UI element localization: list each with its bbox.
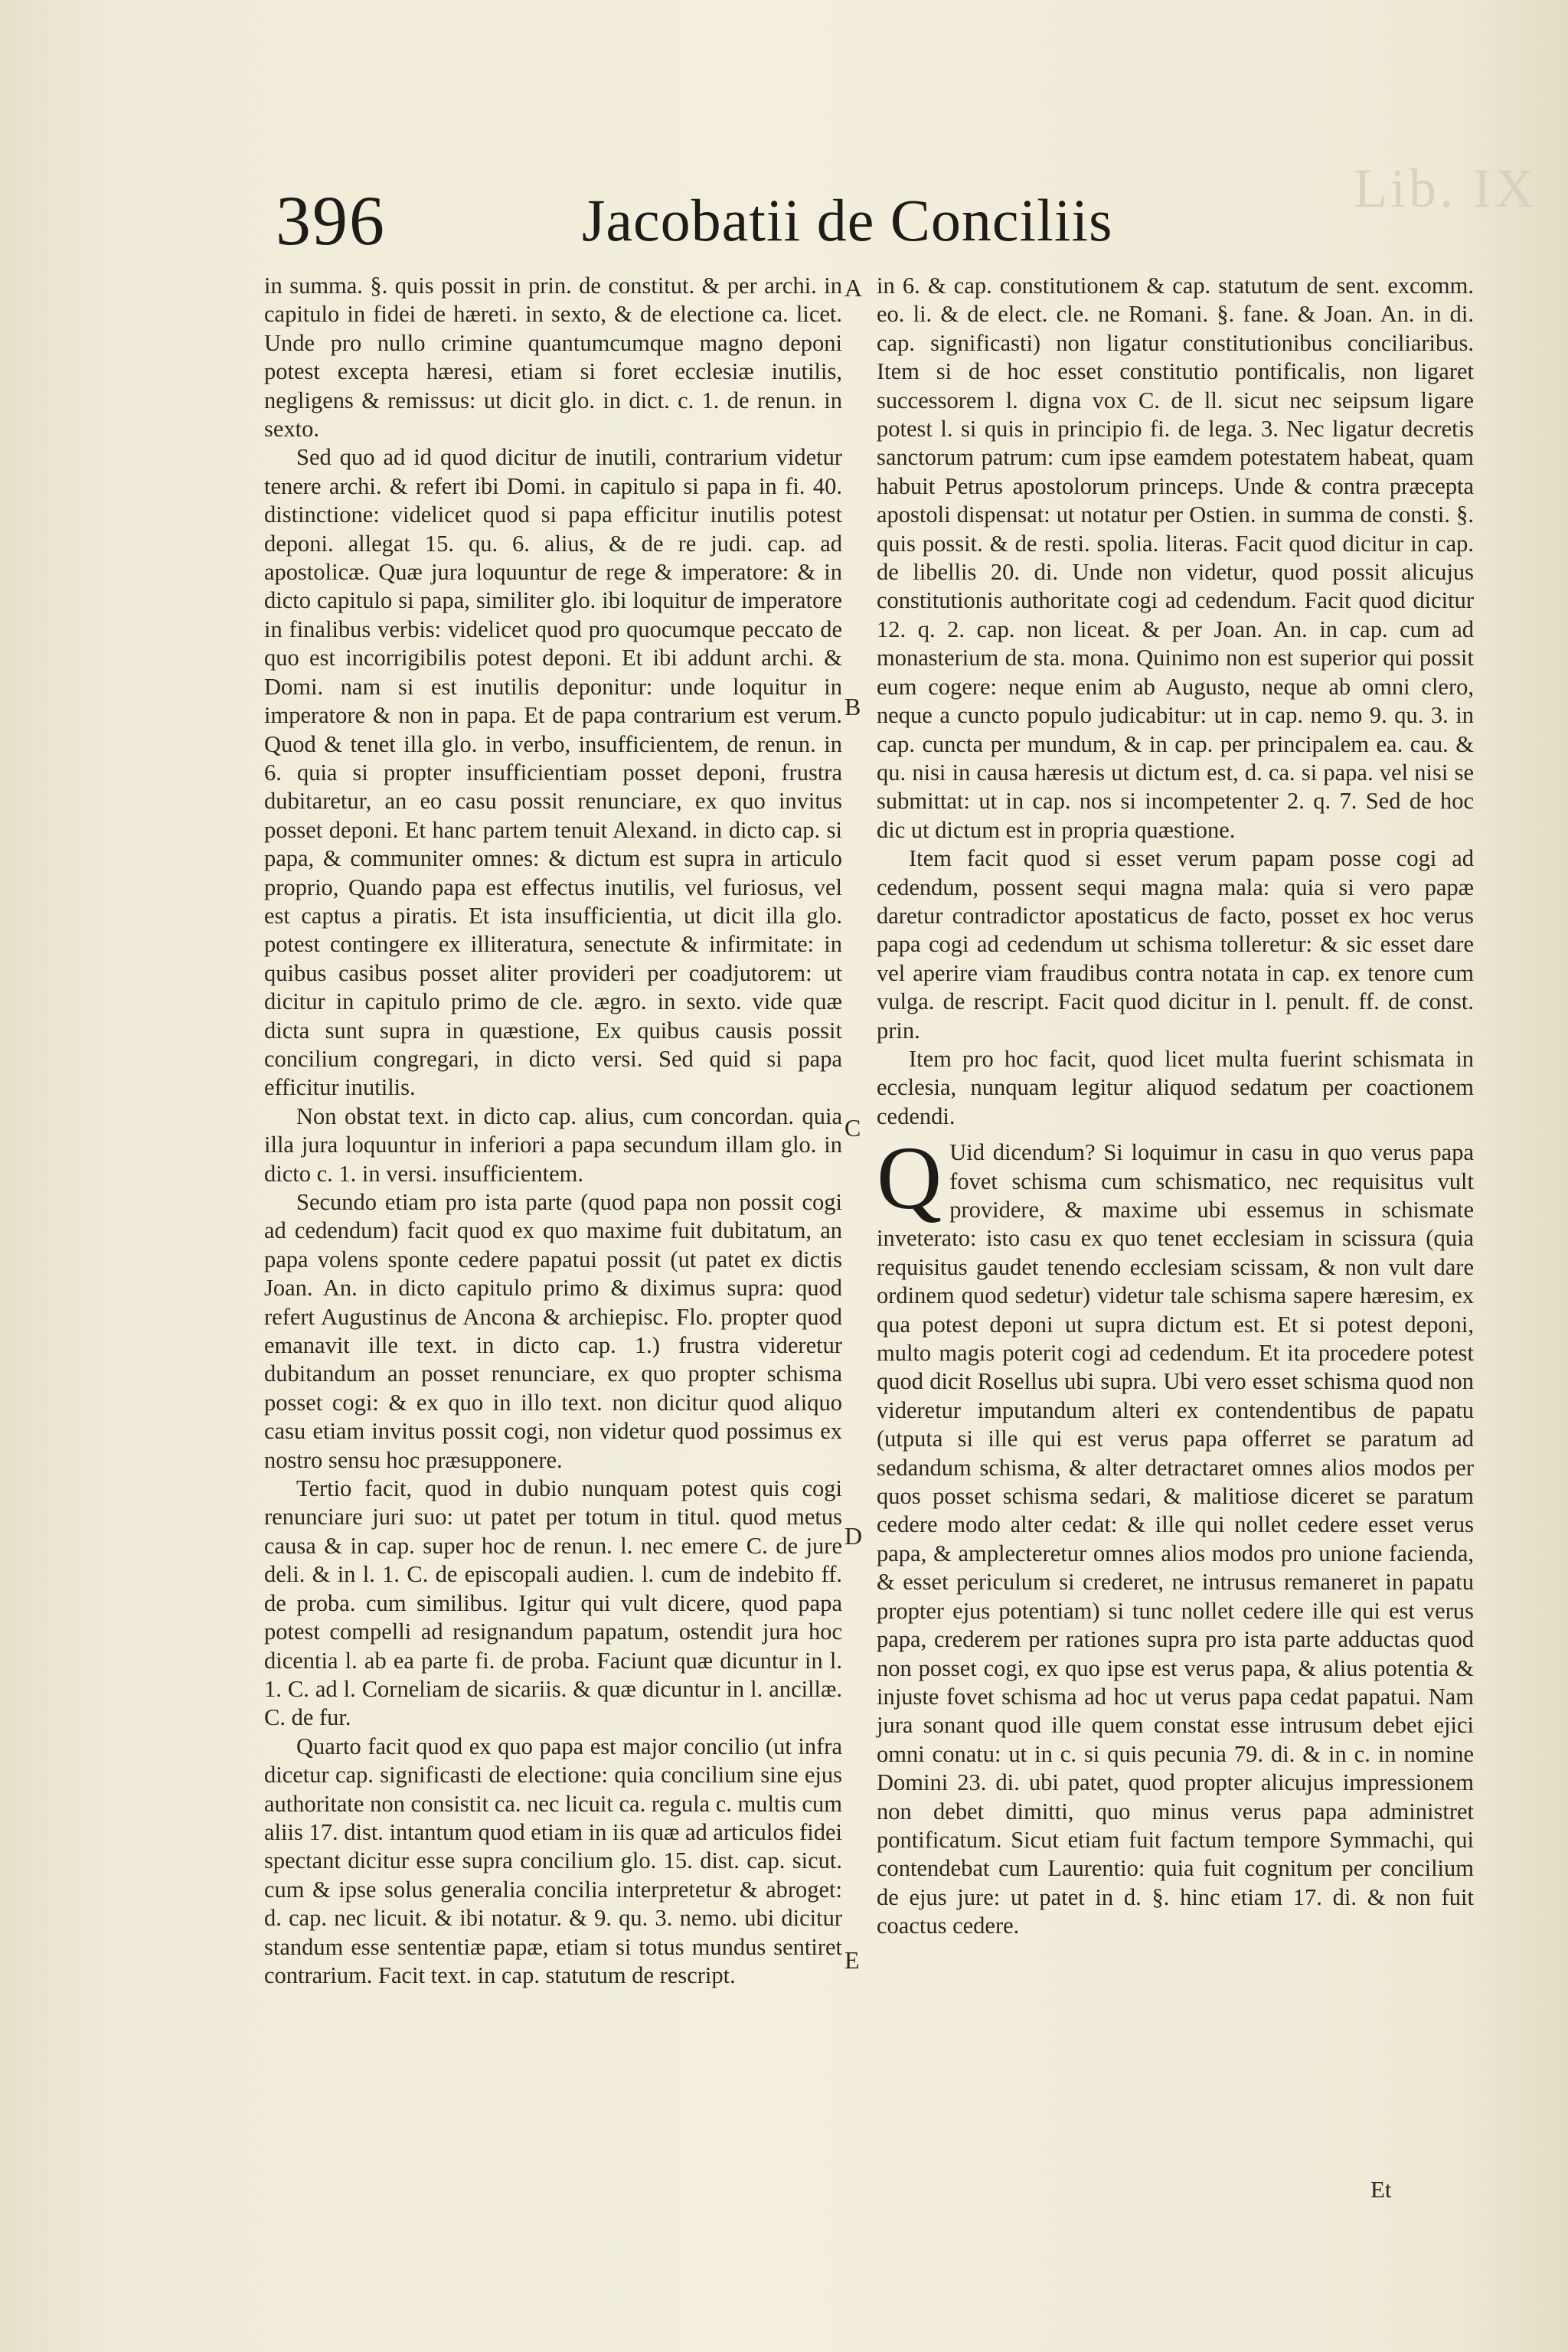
drop-cap: Q (877, 1128, 942, 1229)
paragraph: Quarto facit quod ex quo papa est major concilio (ut infra dicetur cap. significasti de electione: quia concilium sine ejus authoritate non consistit ca. nec licuit ca. regula c. multis cum aliis 17. dist. intantum quod etiam in iis quæ ad articulos fidei spectant dicitur esse supra concilium glo. 15. dist. cap. sicut. cum & ipse solus generalia concilia interpretetur & abroget: d. cap. nec licuit. & ibi notatur. & 9. qu. 3. nemo. ubi dicitur standum esse sententiæ papæ, etiam si totus mundus sentiret contrarium. Facit text. in cap. statutum de rescript. (264, 1733, 842, 1988)
running-head: Jacobatii de Conciliis (582, 187, 1113, 253)
paragraph: Non obstat text. in dicto cap. alius, cum concordan. quia illa jura loquuntur in inferiori a papa secundum illam glo. in dicto c. 1. in versi. insufficientem. (264, 1102, 842, 1187)
paragraph: Item pro hoc facit, quod licet multa fuerint schismata in ecclesia, nunquam legitur aliquod sedatum per coactionem cedendi. (877, 1045, 1474, 1129)
left-column (264, 272, 842, 1990)
paragraph: Sed quo ad id quod dicitur de inutili, contrarium videtur tenere archi. & refert ibi Domi. in capitulo si papa in fi. 40. distinctione: videlicet quod si papa efficitur inutilis potest deponi. allegat 15. qu. 6. alius, & de re judi. cap. ad apostolicæ. Quæ jura loquuntur de rege & imperatore: & in dicto capitulo si papa, similiter glo. ibi loquitur de imperatore in finalibus verbis: videlicet quod pro quocumque peccato de quo est incorrigibilis potest deponi. Et ibi addunt archi. & Domi. nam si est inutilis deponitur: unde loquitur in imperatore & non in papa. Et de papa contrarium est verum. Quod & tenet illa glo. in verbo, insufficientem, de renun. in 6. quia si propter insufficientiam posset deponi, frustra dubitaretur, an eo casu possit renunciare, ex quo invitus posset deponi. Et hanc partem tenuit Alexand. in dicto cap. si papa, & communiter omnes: & dictum est supra in articulo proprio, Quando papa est effectus inutilis, vel furiosus, vel est captus a piratis. Et ista insufficientia, ut dicit illa glo. potest contingere ex illiteratura, senectute & infirmitate: in quibus casibus posset aliter provideri per coadjutorem: ut dicitur in capitulo primo de cle. ægro. in sexto. vide quæ dicta sunt supra in quæstione, Ex quibus causis possit concilium congregari, in dicto versi. Sed quid si papa efficitur inutilis. (264, 444, 842, 1101)
margin-letter-e: E (844, 1946, 860, 1974)
paragraph: in summa. §. quis possit in prin. de constitut. & per archi. in capitulo in fidei de hæreti. in sexto, & de electione ca. licet. Unde pro nullo crimine quantumcumque magno deponi potest excepta hæresi, etiam si foret ecclesiæ inutilis, negligens & remissus: ut dicit glo. in dict. c. 1. de renun. in sexto. (264, 273, 842, 443)
paragraph: Tertio facit, quod in dubio nunquam potest quis cogi renunciare juri suo: ut patet per totum in titul. quod metus causa & in cap. super hoc de renun. l. nec emere C. de jure deli. & in l. 1. C. de episcopali audien. l. cum de indebito ff. de proba. cum similibus. Igitur qui vult dicere, quod papa potest compelli ad resignandum papatum, ostendit jura hoc dicentia l. ab ea parte fi. de proba. Faciunt quæ dicuntur in l. 1. C. ad l. Corneliam de sicariis. & quæ dicuntur in l. ancillæ. C. de fur. (264, 1475, 842, 1731)
paragraph: Secundo etiam pro ista parte (quod papa non possit cogi ad cedendum) facit quod ex quo maxime fuit dubitatum, an papa volens sponte cedere papatui possit (ut patet ex dictis Joan. An. in dicto capitulo primo & diximus supra: quod refert Augustinus de Ancona & archiepisc. Flo. propter quod emanavit ille text. in dicto cap. 1.) frustra videretur dubitandum an posset renunciare, ex quo propter schisma posset cogi: & ex quo in illo text. non dicitur quod aliquo casu etiam invitus possit cogi, non videtur quod possimus ex nostro sensu hoc præsupponere. (264, 1189, 842, 1473)
catchword: Et (1370, 2176, 1392, 2203)
section-paragraph (877, 1128, 1474, 1940)
section-text: Uid dicendum? Si loquimur in casu in quo verus papa fovet schisma cum schismatico, nec requisitus vult providere, & maxime ubi essemus in schismate inveterato: isto casu ex quo tenet ecclesiam in scissura (quia requisitus gaudet tenendo ecclesiam scissam, & non vult dare ordinem quod sedetur) videtur tale schisma sapere hæresim, ex qua potest deponi ut supra dictum est. Et si potest deponi, multo magis poterit cogi ad cedendum. Et ita procedere potest quod dicit Rosellus ubi supra. Ubi vero esset schisma quod non videretur imputandum alteri ex contendentibus de papatu (utputa si ille qui est verus papa offerret se paratum ad sedandum schisma, & alter detractaret omnes alios modos per quos posset schisma sedari, & malitiose diceret se paratum cedere modo alter cedat: & ille qui nollet cedere esset verus papa, & amplecteretur omnes alios modos pro unione facienda, & esset periculum si crederet, ne intrusus remaneret in papatu propter ejus potentiam) si tunc nollet cedere ille qui est verus papa, crederem per rationes supra pro ista parte adductas quod non posset cogi, ex quo ipse est verus papa, & alius potentia & injuste fovet schisma ad hoc ut verus papa cedat papatui. Nam jura sonant quod ille quem constat esse intrusum debet ejici omni conatu: ut in c. si quis pecunia 79. di. & in c. in nomine Domini 23. di. ubi patet, quod propter alicujus impressionem non debet dimitti, quo minus verus papa administret pontificatum. Sicut etiam fuit factum tempore Symmachi, qui contendebat cum Laurentio: quia fuit cognitum per concilium de ejus jure: ut patet in d. §. hinc etiam 17. di. & non fuit coactus cedere. (877, 1139, 1474, 1939)
paragraph: Item facit quod si esset verum papam posse cogi ad cedendum, possent sequi magna mala: quia si vero papæ daretur contradictor apostaticus de facto, posset ex hoc verus papa cogi ad cedendum ut schisma tolleretur: & sic esset dare vel aperire viam fraudibus contra notata in cap. ex tenore cum vulga. de rescript. Facit quod dicitur in l. penult. ff. de const. prin. (877, 845, 1474, 1044)
margin-letter-b: B (844, 693, 861, 720)
margin-letter-a: A (844, 274, 863, 302)
page-header (276, 180, 1470, 279)
right-column (877, 272, 1474, 1941)
bleed-through-text: Lib. IX (1354, 158, 1537, 219)
paragraph: in 6. & cap. constitutionem & cap. statutum de sent. excomm. eo. li. & de elect. cle. ne Romani. §. fane. & Joan. An. in di. cap. significasti) non ligatur constitutionibus conciliaribus. Item si de hoc esset constitutio pontificalis, non ligaret successorem l. digna vox C. de ll. sicut nec seipsum ligare potest l. si quis in principio fi. de lega. 3. Nec ligatur decretis sanctorum patrum: cum ipse eamdem potestatem habeat, quam habuit Petrus apostolorum princeps. Unde & contra præcepta apostoli dispensat: ut notatur per Ostien. in summa de consti. §. quis possit. & de resti. spolia. literas. Facit quod dicitur in cap. de libellis 20. di. Unde non videtur, quod possit alicujus constitutionis authoritate cogi ad cedendum. Facit quod dicitur 12. q. 2. cap. non liceat. & per Joan. An. in cap. cum ad monasterium de sta. mona. Quinimo non est superior qui possit eum cogere: neque enim ab Augusto, neque ab omni clero, neque a cuncto populo judicabitur: ut in cap. nemo 9. qu. 3. in cap. cuncta per mundum, & in cap. per principalem ea. cau. & qu. nisi in causa hæresis ut dictum est, d. ca. si papa. vel nisi se submittat: ut in cap. nos si incompetenter 2. q. 7. Sed de hoc dic ut dictum est in propria quæstione. (877, 273, 1474, 843)
page-number: 396 (276, 181, 386, 260)
margin-letter-d: D (844, 1522, 863, 1550)
margin-letter-c: C (844, 1114, 861, 1142)
